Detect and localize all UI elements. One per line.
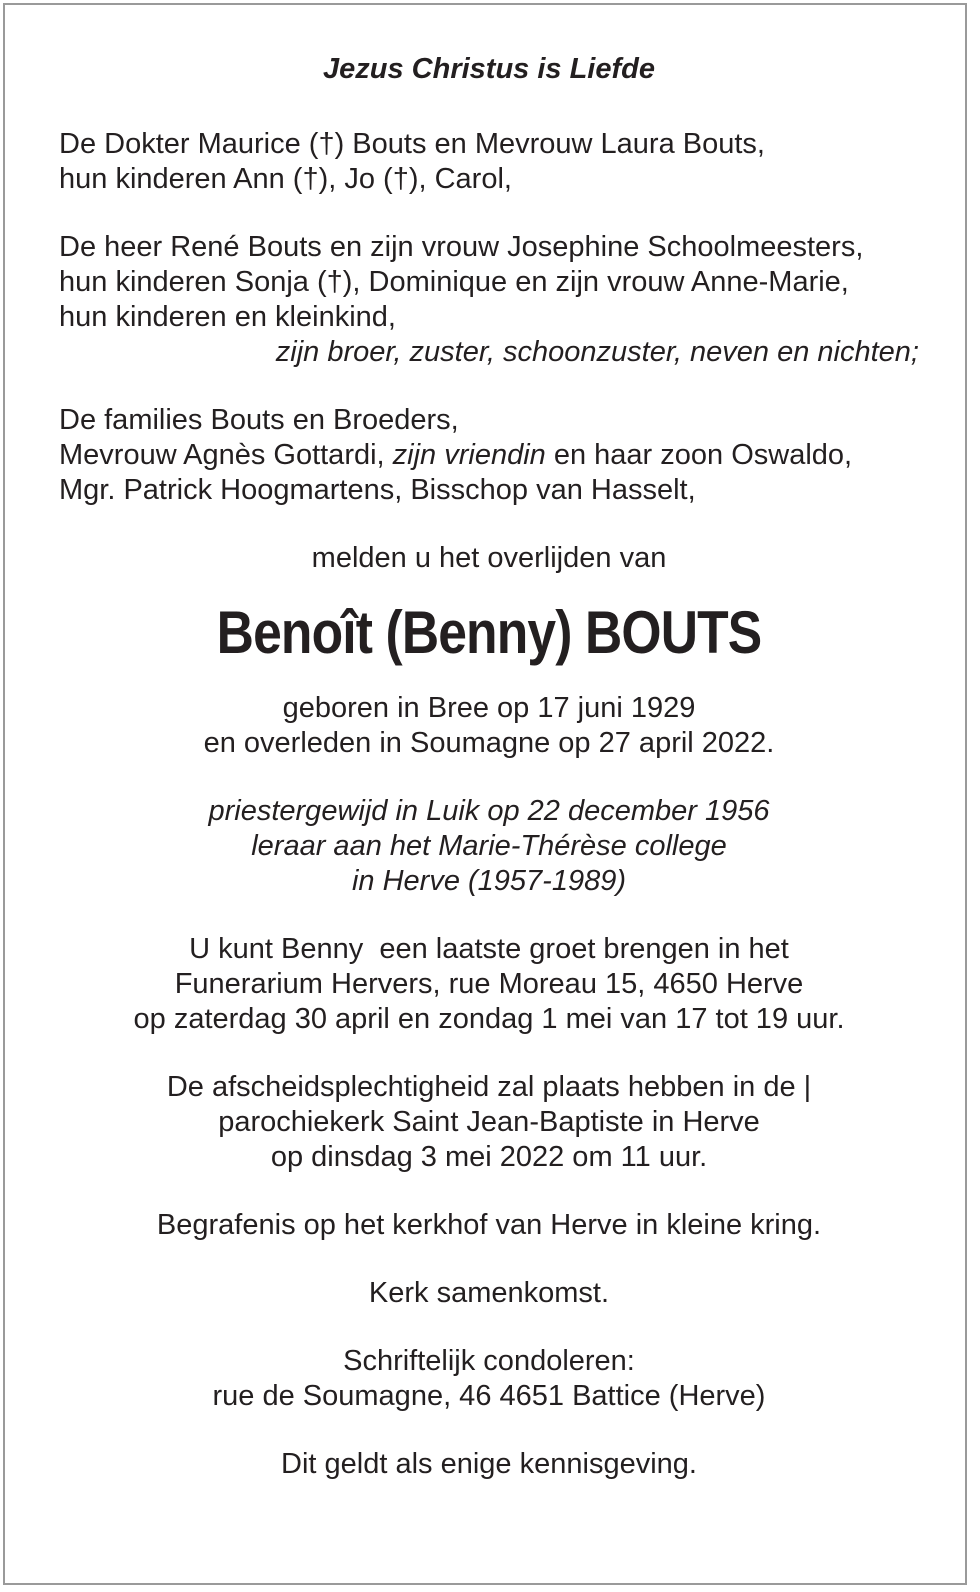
ceremony-line-2: parochiekerk Saint Jean-Baptiste in Herve: [218, 1106, 760, 1138]
career-line-3: in Herve (1957-1989): [351, 865, 627, 897]
visitation-line-2: Funerarium Hervers, rue Moreau 15, 4650 Herve: [174, 968, 804, 1000]
condolences-line-1: Schriftelijk condoleren:: [343, 1345, 635, 1377]
career-line-2: leraar aan het Marie-Thérèse college: [251, 830, 727, 862]
condolences-address: rue de Soumagne, 46 4651 Battice (Herve): [212, 1380, 766, 1412]
family-2-line-1: De heer René Bouts en zijn vrouw Josephine Schoolmeesters,: [59, 231, 864, 263]
family-3-line-2: [59, 438, 919, 473]
family-2-line-2: hun kinderen Sonja (†), Dominique en zijn vrouw Anne-Marie,: [59, 266, 849, 298]
visitation-line-3: op zaterdag 30 april en zondag 1 mei van 17 tot 19 uur.: [133, 1003, 845, 1035]
obituary-notice: [59, 52, 919, 1482]
ceremony-line-3: op dinsdag 3 mei 2022 om 11 uur.: [270, 1141, 708, 1173]
ceremony-line-1: De afscheidsplechtigheid zal plaats hebben in de |: [166, 1071, 812, 1103]
headline: Jezus Christus is Liefde: [323, 53, 655, 85]
visitation-block: [59, 932, 919, 1037]
gathering-line: Kerk samenkomst.: [368, 1277, 610, 1309]
ceremony-block: [59, 1070, 919, 1175]
family-3-line-2-end: en haar zoon Oswaldo,: [545, 439, 853, 471]
family-block-3: [59, 403, 919, 508]
career-block: [59, 794, 919, 899]
family-block-2: [59, 230, 919, 370]
closing-line: Dit geldt als enige kennisgeving.: [281, 1448, 697, 1480]
visitation-line-1: U kunt Benny een laatste groet brengen in het: [189, 933, 789, 965]
condolences-block: [59, 1344, 919, 1414]
burial-line: Begrafenis op het kerkhof van Herve in kleine kring.: [156, 1209, 822, 1241]
life-dates: [59, 691, 919, 761]
family-block-1: [59, 127, 919, 197]
family-1-line-1: De Dokter Maurice (†) Bouts en Mevrouw Laura Bouts,: [59, 128, 765, 160]
career-line-1: priestergewijd in Luik op 22 december 1956: [208, 795, 770, 827]
family-1-line-2: hun kinderen Ann (†), Jo (†), Carol,: [59, 163, 512, 195]
announcement: melden u het overlijden van: [311, 542, 667, 574]
family-3-line-1: De families Bouts en Broeders,: [59, 404, 459, 436]
deceased-name: Benoît (Benny) BOUTS: [216, 599, 762, 666]
family-2-line-3: hun kinderen en kleinkind,: [59, 301, 396, 333]
family-2-relation: zijn broer, zuster, schoonzuster, neven en nichten;: [275, 336, 919, 368]
family-3-line-2-italic: zijn vriendin: [392, 439, 546, 471]
family-3-line-2-start: Mevrouw Agnès Gottardi,: [59, 439, 393, 471]
birth-line: geboren in Bree op 17 juni 1929: [282, 692, 696, 724]
death-line: en overleden in Soumagne op 27 april 2022.: [203, 727, 775, 759]
family-3-line-3: Mgr. Patrick Hoogmartens, Bisschop van Hasselt,: [59, 474, 696, 506]
